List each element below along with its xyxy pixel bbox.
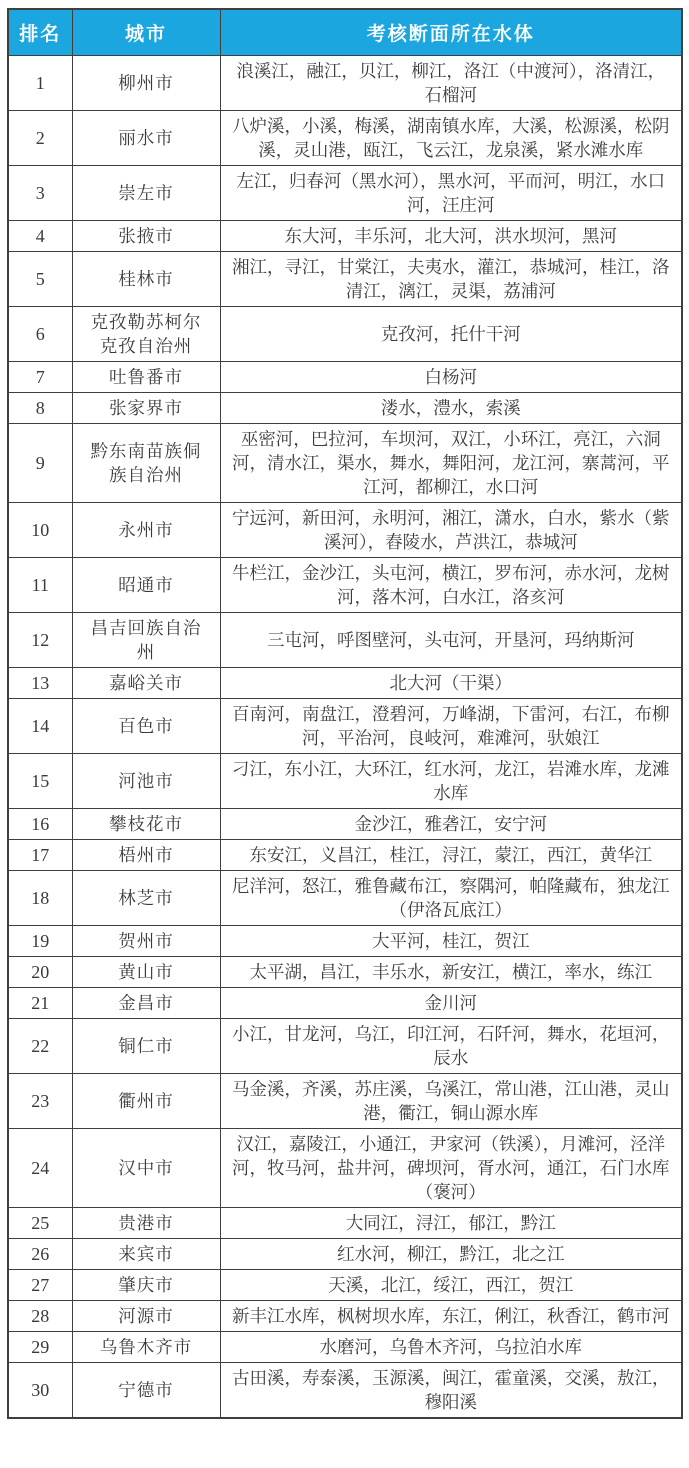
waters-cell: 小江，甘龙河，乌江，印江河，石阡河，舞水，花垣河，辰水 — [220, 1019, 682, 1074]
city-cell: 嘉峪关市 — [72, 668, 220, 699]
rank-cell: 22 — [8, 1019, 72, 1074]
waters-cell: 太平湖，昌江，丰乐水，新安江，横江，率水，练江 — [220, 957, 682, 988]
table-row — [8, 558, 682, 613]
city-cell: 丽水市 — [72, 111, 220, 166]
city-cell: 河源市 — [72, 1301, 220, 1332]
table-row — [8, 1363, 682, 1419]
table-row — [8, 613, 682, 668]
rank-cell: 29 — [8, 1332, 72, 1363]
table-row — [8, 221, 682, 252]
table-row — [8, 362, 682, 393]
waters-cell: 宁远河，新田河，永明河，湘江，潇水，白水，紫水（紫溪河），舂陵水，芦洪江，恭城河 — [220, 503, 682, 558]
city-cell: 宁德市 — [72, 1363, 220, 1419]
rank-cell: 19 — [8, 926, 72, 957]
table-row — [8, 926, 682, 957]
waters-cell: 巫密河，巴拉河，车坝河，双江，小环江，亮江，六洞河，清水江，渠水，舞水，舞阳河，龙江河，寨蒿河，平江河，都柳江，水口河 — [220, 424, 682, 503]
city-cell: 河池市 — [72, 754, 220, 809]
rank-cell: 5 — [8, 252, 72, 307]
city-cell: 昭通市 — [72, 558, 220, 613]
header-waters: 考核断面所在水体 — [220, 9, 682, 56]
waters-cell: 天溪，北江，绥江，西江，贺江 — [220, 1270, 682, 1301]
rank-cell: 25 — [8, 1208, 72, 1239]
rank-cell: 21 — [8, 988, 72, 1019]
city-cell: 张掖市 — [72, 221, 220, 252]
city-cell: 黄山市 — [72, 957, 220, 988]
table-row — [8, 307, 682, 362]
table-row — [8, 503, 682, 558]
table-row — [8, 957, 682, 988]
rank-cell: 2 — [8, 111, 72, 166]
table-row — [8, 1332, 682, 1363]
rank-cell: 7 — [8, 362, 72, 393]
waters-cell: 克孜河，托什干河 — [220, 307, 682, 362]
city-water-ranking-table — [7, 8, 683, 1419]
city-cell: 崇左市 — [72, 166, 220, 221]
table-body — [8, 56, 682, 1419]
city-cell: 衢州市 — [72, 1074, 220, 1129]
rank-cell: 24 — [8, 1129, 72, 1208]
rank-cell: 28 — [8, 1301, 72, 1332]
header-rank: 排名 — [8, 9, 72, 56]
table-row — [8, 424, 682, 503]
table-row — [8, 809, 682, 840]
table-row — [8, 393, 682, 424]
rank-cell: 17 — [8, 840, 72, 871]
city-cell: 梧州市 — [72, 840, 220, 871]
rank-cell: 18 — [8, 871, 72, 926]
table-row — [8, 1239, 682, 1270]
rank-cell: 9 — [8, 424, 72, 503]
waters-cell: 北大河（干渠） — [220, 668, 682, 699]
city-cell: 柳州市 — [72, 56, 220, 111]
city-cell: 永州市 — [72, 503, 220, 558]
city-cell: 贵港市 — [72, 1208, 220, 1239]
table-row — [8, 668, 682, 699]
rank-cell: 27 — [8, 1270, 72, 1301]
waters-cell: 白杨河 — [220, 362, 682, 393]
waters-cell: 牛栏江，金沙江，头屯河，横江，罗布河，赤水河，龙树河，落木河，白水江，洛亥河 — [220, 558, 682, 613]
city-cell: 桂林市 — [72, 252, 220, 307]
waters-cell: 水磨河，乌鲁木齐河，乌拉泊水库 — [220, 1332, 682, 1363]
table-row — [8, 1270, 682, 1301]
city-cell: 攀枝花市 — [72, 809, 220, 840]
rank-cell: 11 — [8, 558, 72, 613]
city-cell: 林芝市 — [72, 871, 220, 926]
waters-cell: 百南河，南盘江，澄碧河，万峰湖，下雷河，右江，布柳河，平治河，良岐河，难滩河，驮娘江 — [220, 699, 682, 754]
city-cell: 昌吉回族自治州 — [72, 613, 220, 668]
city-cell: 铜仁市 — [72, 1019, 220, 1074]
waters-cell: 湘江，寻江，甘棠江，夫夷水，灌江，恭城河，桂江，洛清江，漓江，灵渠，荔浦河 — [220, 252, 682, 307]
header-city: 城市 — [72, 9, 220, 56]
waters-cell: 汉江，嘉陵江，小通江，尹家河（铁溪），月滩河，泾洋河，牧马河，盐井河，碑坝河，胥水河，通江，石门水库（褒河） — [220, 1129, 682, 1208]
table-row — [8, 988, 682, 1019]
city-cell: 贺州市 — [72, 926, 220, 957]
waters-cell: 东大河，丰乐河，北大河，洪水坝河，黑河 — [220, 221, 682, 252]
rank-cell: 3 — [8, 166, 72, 221]
table-row — [8, 252, 682, 307]
table-row — [8, 111, 682, 166]
rank-cell: 16 — [8, 809, 72, 840]
waters-cell: 大平河，桂江，贺江 — [220, 926, 682, 957]
table-row — [8, 1129, 682, 1208]
table-row — [8, 840, 682, 871]
table-row — [8, 1074, 682, 1129]
rank-cell: 23 — [8, 1074, 72, 1129]
table-row — [8, 56, 682, 111]
rank-cell: 14 — [8, 699, 72, 754]
waters-cell: 金沙江，雅砻江，安宁河 — [220, 809, 682, 840]
city-cell: 肇庆市 — [72, 1270, 220, 1301]
waters-cell: 金川河 — [220, 988, 682, 1019]
rank-cell: 6 — [8, 307, 72, 362]
header-row — [8, 9, 682, 56]
rank-cell: 13 — [8, 668, 72, 699]
table-row — [8, 699, 682, 754]
city-cell: 克孜勒苏柯尔克孜自治州 — [72, 307, 220, 362]
waters-cell: 刁江，东小江，大环江，红水河，龙江，岩滩水库，龙滩水库 — [220, 754, 682, 809]
table-row — [8, 166, 682, 221]
waters-cell: 左江，归春河（黑水河），黑水河，平而河，明江，水口河，汪庄河 — [220, 166, 682, 221]
city-cell: 汉中市 — [72, 1129, 220, 1208]
waters-cell: 浪溪江，融江，贝江，柳江，洛江（中渡河），洛清江，石榴河 — [220, 56, 682, 111]
city-cell: 百色市 — [72, 699, 220, 754]
rank-cell: 12 — [8, 613, 72, 668]
rank-cell: 15 — [8, 754, 72, 809]
waters-cell: 大同江，浔江，郁江，黔江 — [220, 1208, 682, 1239]
waters-cell: 三屯河，呼图壁河，头屯河，开垦河，玛纳斯河 — [220, 613, 682, 668]
rank-cell: 8 — [8, 393, 72, 424]
city-cell: 来宾市 — [72, 1239, 220, 1270]
rank-cell: 10 — [8, 503, 72, 558]
waters-cell: 马金溪，齐溪，苏庄溪，乌溪江，常山港，江山港，灵山港，衢江，铜山源水库 — [220, 1074, 682, 1129]
waters-cell: 新丰江水库，枫树坝水库，东江，俐江，秋香江，鹤市河 — [220, 1301, 682, 1332]
table-header — [8, 9, 682, 56]
table-row — [8, 1301, 682, 1332]
table-row — [8, 754, 682, 809]
waters-cell: 尼洋河，怒江，雅鲁藏布江，察隅河，帕隆藏布，独龙江（伊洛瓦底江） — [220, 871, 682, 926]
rank-cell: 20 — [8, 957, 72, 988]
rank-cell: 30 — [8, 1363, 72, 1419]
waters-cell: 八炉溪，小溪，梅溪，湖南镇水库，大溪，松源溪，松阴溪，灵山港，瓯江，飞云江，龙泉溪，紧水滩水库 — [220, 111, 682, 166]
rank-cell: 26 — [8, 1239, 72, 1270]
table-row — [8, 1208, 682, 1239]
rank-cell: 4 — [8, 221, 72, 252]
waters-cell: 东安江，义昌江，桂江，浔江，蒙江，西江，黄华江 — [220, 840, 682, 871]
table-row — [8, 1019, 682, 1074]
city-cell: 吐鲁番市 — [72, 362, 220, 393]
city-cell: 张家界市 — [72, 393, 220, 424]
waters-cell: 古田溪，寿泰溪，玉源溪，闽江，霍童溪，交溪，敖江，穆阳溪 — [220, 1363, 682, 1419]
waters-cell: 溇水，澧水，索溪 — [220, 393, 682, 424]
city-cell: 乌鲁木齐市 — [72, 1332, 220, 1363]
waters-cell: 红水河，柳江，黔江，北之江 — [220, 1239, 682, 1270]
city-cell: 黔东南苗族侗族自治州 — [72, 424, 220, 503]
table-row — [8, 871, 682, 926]
rank-cell: 1 — [8, 56, 72, 111]
city-cell: 金昌市 — [72, 988, 220, 1019]
